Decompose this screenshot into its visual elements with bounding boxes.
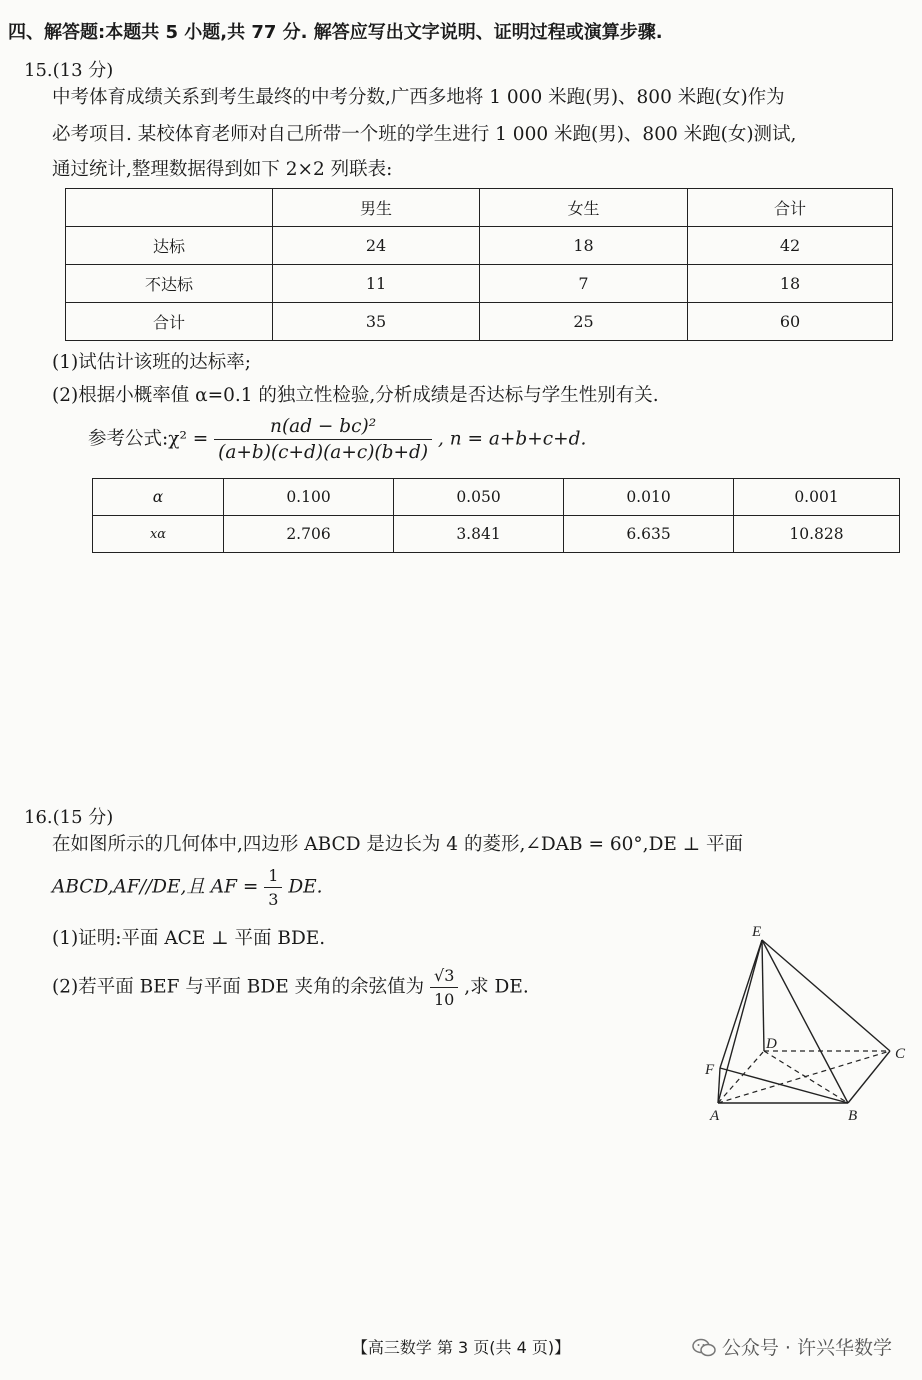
table-cell: 11 xyxy=(273,265,480,303)
q15-intro-line3: 通过统计,整理数据得到如下 2×2 列联表: xyxy=(52,159,393,180)
label-E: E xyxy=(752,924,762,940)
formula-suffix: , n = a+b+c+d. xyxy=(437,428,587,450)
q15-part2: (2)根据小概率值 α=0.1 的独立性检验,分析成绩是否达标与学生性别有关. xyxy=(52,385,659,406)
fraction-numerator: √3 xyxy=(430,966,458,988)
q15-intro-line2: 必考项目. 某校体育老师对自己所带一个班的学生进行 1 000 米跑(男)、800 米跑(女)测试, xyxy=(52,124,797,145)
edge-EB xyxy=(762,940,848,1103)
q16-fraction xyxy=(264,866,282,909)
edge-EA xyxy=(718,940,762,1103)
edge-EF xyxy=(720,940,762,1068)
table-cell: 25 xyxy=(480,303,688,341)
q15-intro-line1: 中考体育成绩关系到考生最终的中考分数,广西多地将 1 000 米跑(男)、800 米跑(女)作为 xyxy=(52,87,785,108)
q16-part2-post: ,求 DE. xyxy=(464,976,529,998)
edge-DB xyxy=(764,1051,848,1103)
q15-part1: (1)试估计该班的达标率; xyxy=(52,352,251,373)
fraction-denominator: 10 xyxy=(434,990,455,1009)
table-row xyxy=(66,303,893,341)
table-row xyxy=(66,227,893,265)
table-cell: 60 xyxy=(688,303,893,341)
edge-EC xyxy=(762,940,890,1051)
table-cell: 合计 xyxy=(66,303,273,341)
table-header-cell: 合计 xyxy=(688,189,893,227)
q16-line2-post: DE. xyxy=(288,876,323,898)
q16-number: 16.(15 分) xyxy=(24,807,114,828)
geometry-figure xyxy=(696,918,916,1128)
table-cell: 6.635 xyxy=(564,516,734,553)
table-header-cell xyxy=(66,189,273,227)
table-header-cell: 女生 xyxy=(480,189,688,227)
edge-FB xyxy=(720,1068,848,1103)
q16-part1: (1)证明:平面 ACE ⊥ 平面 BDE. xyxy=(52,928,326,949)
edge-BC xyxy=(848,1051,890,1103)
q16-part2-pre: (2)若平面 BEF 与平面 BDE 夹角的余弦值为 xyxy=(52,976,425,998)
contingency-table xyxy=(65,188,893,341)
table-cell: 0.050 xyxy=(394,479,564,516)
critical-value-table xyxy=(92,478,900,553)
section-title: 四、解答题:本题共 5 小题,共 77 分. 解答应写出文字说明、证明过程或演算步骤. xyxy=(8,22,663,43)
table-cell: 不达标 xyxy=(66,265,273,303)
reference-formula xyxy=(88,416,586,463)
formula-prefix: 参考公式:χ² = xyxy=(88,428,209,450)
q16-line2 xyxy=(52,866,323,909)
table-header-row xyxy=(66,189,893,227)
edge-AC xyxy=(718,1051,890,1103)
q15-number: 15.(13 分) xyxy=(24,60,114,81)
table-cell: 达标 xyxy=(66,227,273,265)
table-cell: 2.706 xyxy=(224,516,394,553)
q16-line1: 在如图所示的几何体中,四边形 ABCD 是边长为 4 的菱形,∠DAB = 60°,DE ⊥ 平面 xyxy=(52,834,744,855)
table-cell: 7 xyxy=(480,265,688,303)
watermark-text: 公众号 · 许兴华数学 xyxy=(721,1337,892,1359)
table-cell: 18 xyxy=(688,265,893,303)
formula-numerator: n(ad − bc)² xyxy=(214,416,432,440)
table-row xyxy=(93,479,900,516)
table-row xyxy=(93,516,900,553)
page-footer: 【高三数学 第 3 页(共 4 页)】 xyxy=(351,1338,571,1357)
label-C: C xyxy=(895,1046,906,1062)
q16-part2 xyxy=(52,966,529,1009)
wechat-icon xyxy=(692,1338,716,1358)
table-header-cell: 男生 xyxy=(273,189,480,227)
table-cell: 0.100 xyxy=(224,479,394,516)
edge-ED xyxy=(762,940,764,1051)
table-cell: 0.010 xyxy=(564,479,734,516)
formula-denominator: (a+b)(c+d)(a+c)(b+d) xyxy=(218,442,429,463)
table-cell: 42 xyxy=(688,227,893,265)
table-cell: 24 xyxy=(273,227,480,265)
label-A: A xyxy=(710,1108,720,1124)
q16-part2-fraction xyxy=(430,966,458,1009)
table-cell: xα xyxy=(93,516,224,553)
table-cell: α xyxy=(93,479,224,516)
table-cell: 18 xyxy=(480,227,688,265)
label-F: F xyxy=(705,1062,715,1078)
table-cell: 0.001 xyxy=(734,479,900,516)
table-cell: 3.841 xyxy=(394,516,564,553)
label-D: D xyxy=(766,1036,777,1052)
table-cell: 35 xyxy=(273,303,480,341)
formula-fraction xyxy=(214,416,432,463)
q16-line2-pre: ABCD,AF//DE,且 AF = xyxy=(52,876,259,898)
label-B: B xyxy=(848,1108,858,1124)
table-cell: 10.828 xyxy=(734,516,900,553)
watermark xyxy=(692,1333,892,1360)
fraction-denominator: 3 xyxy=(268,890,279,909)
table-row xyxy=(66,265,893,303)
fraction-numerator: 1 xyxy=(264,866,282,888)
